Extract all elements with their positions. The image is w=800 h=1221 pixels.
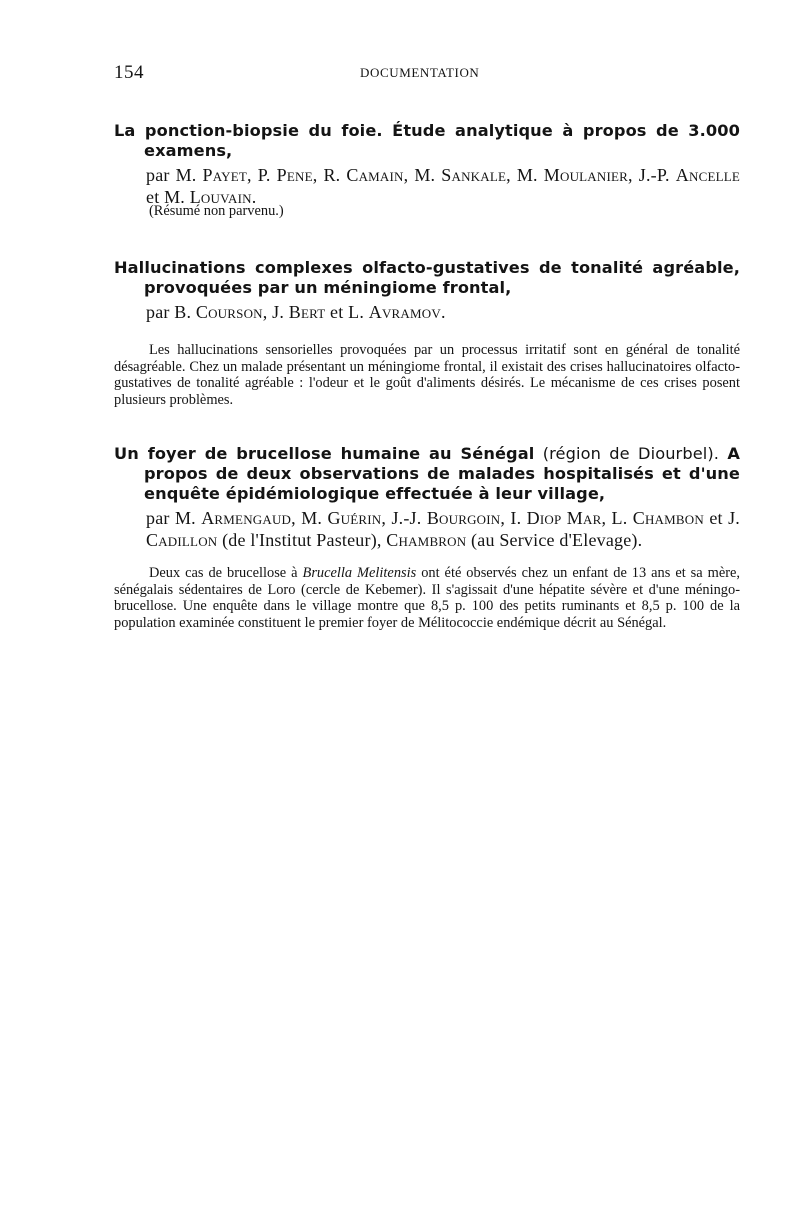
article-summary [114, 565, 740, 631]
author-name: Camain [346, 165, 404, 185]
summary-text: ont été observés chez un enfant de 13 ans et sa mère, sénégalais sédentaires de Loro (cercle de Kebemer). Il s'agissait d'une hépatite sévère et d'une méningo-brucellose. Une enquête dans le village montre que 8,5 p. 100 des petits ruminants et 8,5 p. 100 de la population examinée constituent le premier foyer de Mélitococcie endémique décrit au Sénégal. [114, 565, 741, 631]
authors-prefix: par M. [146, 508, 202, 528]
summary-note: (Résumé non parvenu.) [149, 203, 284, 219]
article-authors [146, 164, 740, 208]
author-name: Cadillon [146, 530, 218, 550]
article-authors [146, 301, 740, 323]
article-title [114, 444, 740, 504]
author-name: Avramov [368, 302, 441, 322]
author-name: Pene [276, 165, 313, 185]
authors-separator: , L. [601, 508, 633, 528]
author-name: Sankale [441, 165, 507, 185]
author-name: Payet [202, 165, 247, 185]
article-authors [146, 507, 740, 551]
author-name: Moulanier [543, 165, 629, 185]
authors-separator: , M. [403, 165, 442, 185]
author-name: Chambon [632, 508, 704, 528]
article-hallucinations [114, 258, 740, 408]
author-name: Ancelle [675, 165, 741, 185]
authors-separator: , J.-P. [628, 165, 676, 185]
authors-separator: et M. [146, 187, 190, 207]
article-title: Hallucinations complexes olfacto-gustatives de tonalité agréable, provoquées par un méningiome frontal, [114, 258, 740, 297]
authors-separator: , R. [312, 165, 347, 185]
author-name: Armengaud [201, 508, 292, 528]
authors-separator: et L. [325, 302, 369, 322]
page-number: 154 [114, 62, 144, 83]
page-header [114, 62, 740, 88]
author-name: Guérin [327, 508, 382, 528]
authors-suffix: (au Service d'Elevage). [466, 530, 643, 550]
authors-separator: , I. [500, 508, 527, 528]
title-part: A propos de deux observations de malades hospitalisés et d'une enquête épidémiologique effectuée à leur village, [144, 444, 740, 503]
authors-suffix: . [251, 187, 257, 207]
authors-prefix: par B. [146, 302, 196, 322]
author-name: Bert [288, 302, 326, 322]
title-part: Un foyer de brucellose humaine au Sénégal [114, 444, 535, 463]
author-name: Courson [195, 302, 263, 322]
authors-prefix: par M. [146, 165, 203, 185]
authors-separator: , M. [506, 165, 544, 185]
author-name: Louvain [189, 187, 252, 207]
author-name: Bourgoin [426, 508, 501, 528]
authors-separator: , J.-J. [381, 508, 427, 528]
authors-separator: , J. [262, 302, 289, 322]
article-liver-biopsy [114, 121, 741, 219]
running-head: DOCUMENTATION [360, 65, 480, 80]
authors-suffix: . [440, 302, 446, 322]
author-name: Diop Mar [526, 508, 602, 528]
article-summary: Les hallucinations sensorielles provoquées par un processus irritatif sont en général de tonalité désagréable. Chez un malade présentant un méningiome frontal, il existait des crises hallucinatoires olfacto-gustatives de tonalité agréable : l'odeur et le goût d'aliments désirés. Le mécanisme de ces crises posent plusieurs problèmes. [114, 342, 740, 408]
article-title: La ponction-biopsie du foie. Étude analytique à propos de 3.000 examens, [114, 121, 740, 160]
summary-text: Deux cas de brucellose à [149, 565, 303, 581]
authors-separator: , P. [247, 165, 277, 185]
authors-separator: (de l'Institut Pasteur), [217, 530, 387, 550]
author-name: Chambron [386, 530, 467, 550]
title-region: (région de Diourbel). [534, 444, 728, 463]
species-name: Brucella Melitensis [302, 565, 417, 581]
authors-separator: et J. [703, 508, 740, 528]
authors-separator: , M. [291, 508, 328, 528]
article-brucellosis [114, 444, 741, 631]
